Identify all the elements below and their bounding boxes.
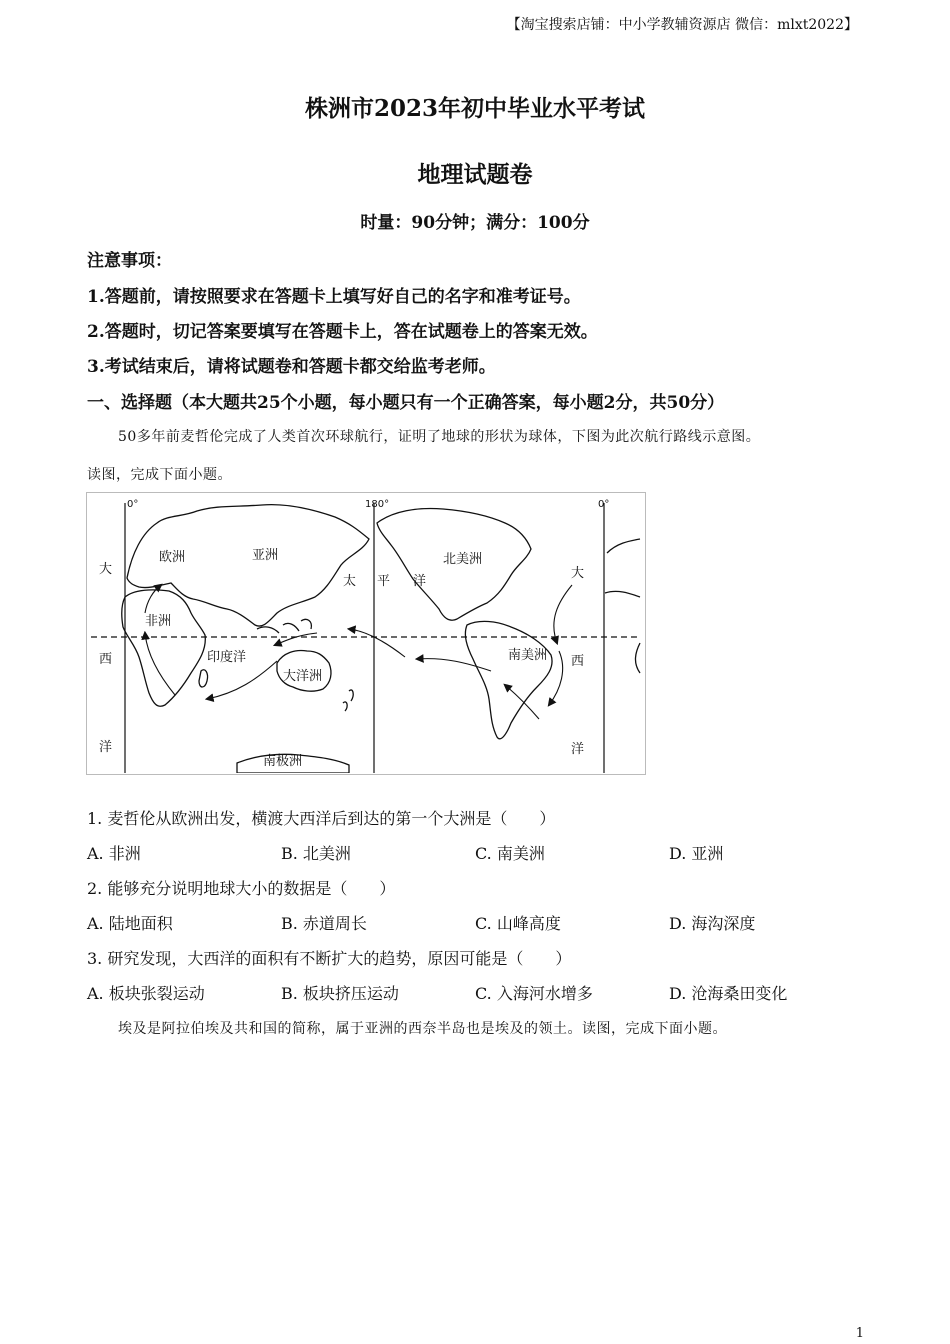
label-atlantic-right-char: 西 bbox=[571, 654, 585, 669]
label-north-america: 北美洲 bbox=[443, 552, 483, 567]
label-antarctica: 南极洲 bbox=[263, 754, 303, 769]
option-a: A. 陆地面积 bbox=[87, 914, 173, 933]
degree-label-0-left: 0° bbox=[127, 499, 139, 510]
note-item: 2.答题时，切记答案要填写在答题卡上，答在试题卷上的答案无效。 bbox=[87, 322, 598, 342]
option-d: D. 亚洲 bbox=[669, 844, 724, 863]
question-stem: 1. 麦哲伦从欧洲出发，横渡大西洋后到达的第一个大洲是（ ） bbox=[87, 809, 556, 828]
passage-line: 50多年前麦哲伦完成了人类首次环球航行，证明了地球的形状为球体，下图为此次航行路线示意图。 bbox=[118, 429, 761, 445]
label-indian-ocean: 印度洋 bbox=[207, 650, 247, 665]
time-info: 时量：90分钟；满分：100分 bbox=[360, 213, 590, 233]
label-pacific-char: 平 bbox=[377, 574, 391, 589]
label-oceania: 大洋洲 bbox=[283, 669, 323, 684]
label-pacific-char: 太 bbox=[343, 574, 357, 589]
page-number: 1 bbox=[855, 1326, 864, 1341]
question-stem: 3. 研究发现，大西洋的面积有不断扩大的趋势，原因可能是（ ） bbox=[87, 949, 572, 968]
option-b: B. 板块挤压运动 bbox=[281, 984, 399, 1003]
degree-label-0-right: 0° bbox=[598, 499, 610, 510]
route-segment bbox=[554, 585, 572, 643]
label-atlantic-right-char: 大 bbox=[571, 566, 585, 581]
route-segment bbox=[207, 661, 277, 699]
route-segment bbox=[349, 629, 405, 657]
label-atlantic-left-char: 西 bbox=[99, 652, 113, 667]
notes-heading: 注意事项： bbox=[87, 251, 172, 271]
option-b: B. 北美洲 bbox=[281, 844, 351, 863]
page-title: 株洲市2023年初中毕业水平考试 bbox=[304, 95, 645, 122]
option-a: A. 非洲 bbox=[87, 844, 141, 863]
label-atlantic-left-char: 大 bbox=[99, 562, 113, 577]
label-pacific-char: 洋 bbox=[413, 574, 427, 589]
new-zealand-outline bbox=[343, 690, 353, 711]
option-d: D. 海沟深度 bbox=[669, 914, 756, 933]
south-america-outline bbox=[465, 621, 552, 738]
question-stem: 2. 能够充分说明地球大小的数据是（ ） bbox=[87, 879, 396, 898]
option-a: A. 板块张裂运动 bbox=[87, 984, 205, 1003]
label-europe: 欧洲 bbox=[159, 550, 186, 565]
madagascar-outline bbox=[199, 670, 208, 687]
option-c: C. 山峰高度 bbox=[475, 914, 561, 933]
route-segment bbox=[549, 651, 563, 705]
label-asia: 亚洲 bbox=[252, 548, 279, 563]
label-atlantic-right-char: 洋 bbox=[571, 742, 585, 757]
route-segment bbox=[417, 659, 491, 671]
africa-outline bbox=[122, 590, 206, 706]
route-segment bbox=[145, 585, 161, 613]
passage-line: 埃及是阿拉伯埃及共和国的简称，属于亚洲的西奈半岛也是埃及的领土。读图，完成下面小题。 bbox=[118, 1021, 727, 1037]
header-note: 【淘宝搜索店铺：中小学教辅资源店 微信：mlxt2022】 bbox=[506, 17, 858, 33]
note-item: 1.答题前，请按照要求在答题卡上填写好自己的名字和准考证号。 bbox=[87, 287, 581, 307]
note-item: 3.考试结束后，请将试题卷和答题卡都交给监考老师。 bbox=[87, 357, 496, 377]
eurasia-outline bbox=[127, 505, 369, 626]
option-b: B. 赤道周长 bbox=[281, 914, 367, 933]
route-map bbox=[86, 492, 646, 775]
route-map-svg bbox=[87, 493, 644, 773]
option-c: C. 南美洲 bbox=[475, 844, 545, 863]
option-c: C. 入海河水增多 bbox=[475, 984, 593, 1003]
page-subtitle: 地理试题卷 bbox=[417, 161, 533, 188]
southeast-asia-islands bbox=[257, 619, 311, 633]
right-africa-outline bbox=[605, 539, 640, 673]
degree-label-180: 180° bbox=[365, 499, 390, 510]
label-atlantic-left-char: 洋 bbox=[99, 740, 113, 755]
route-segment bbox=[275, 633, 317, 645]
label-africa: 非洲 bbox=[145, 614, 172, 629]
label-south-america: 南美洲 bbox=[508, 648, 548, 663]
passage-line: 读图，完成下面小题。 bbox=[87, 467, 232, 483]
section-heading: 一、选择题（本大题共25个小题，每小题只有一个正确答案，每小题2分，共50分） bbox=[87, 393, 725, 413]
option-d: D. 沧海桑田变化 bbox=[669, 984, 788, 1003]
route-segment bbox=[145, 633, 175, 695]
